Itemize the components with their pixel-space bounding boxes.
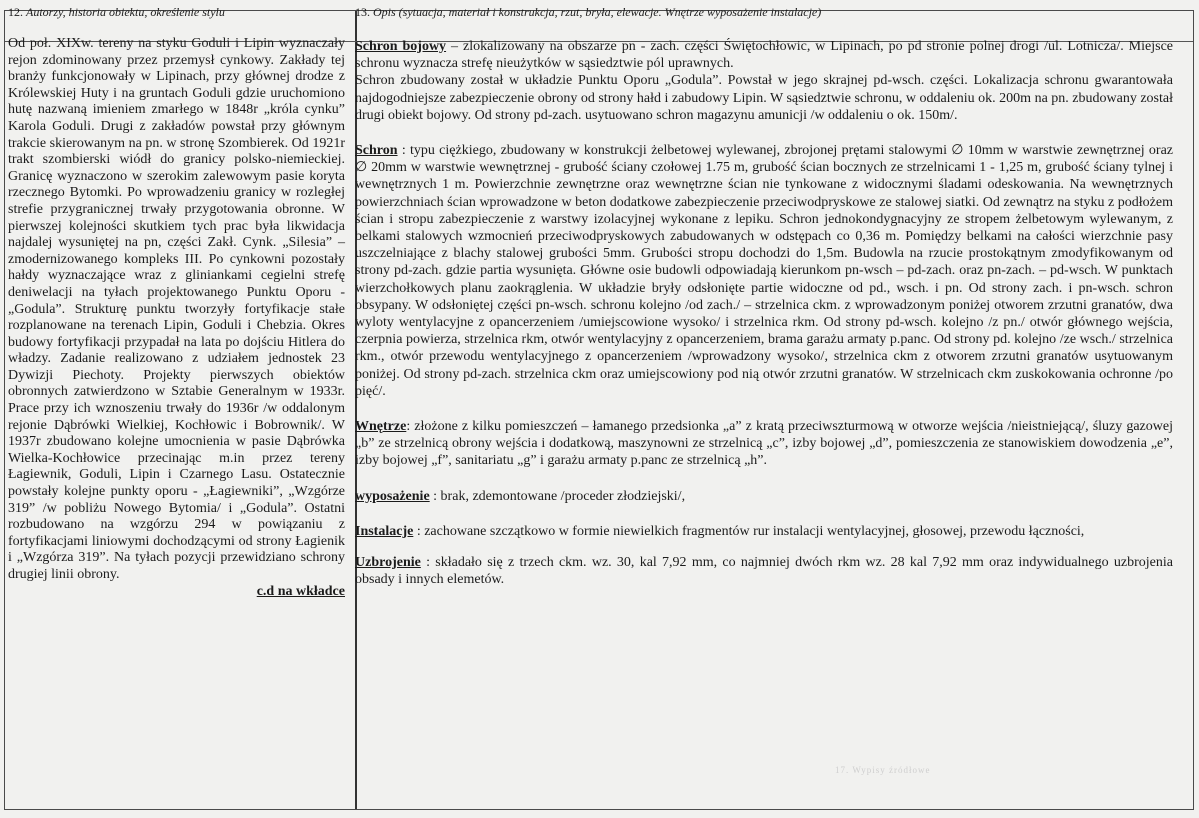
equipment-text: : brak, zdemontowane /proceder złodziejski/, [429,488,686,504]
armament-text: : składało się z trzech ckm. wz. 30, kal 7,92 mm, co najmniej dwóch rkm wz. 28 kal 7,92 mm oraz indywidualnego uzbrojenia obsady i innych elemetów. [355,555,1173,588]
equipment-label: wyposażenie [355,488,430,504]
section-13-number: 13. [355,5,370,19]
construction-label: Schron [355,143,398,159]
equipment-paragraph [355,488,1173,505]
installations-label: Instalacje [355,523,414,539]
installations-text: : zachowane szczątkowo w formie niewielkich fragmentów rur instalacji wentylacyjnej, głosowej, przewodu łączności, [413,523,1085,539]
section-13-header [355,5,821,20]
interior-text: : złożone z kilku pomieszczeń – łamanego przedsionka „a” z kratą przeciwszturmową w otworze wejścia /nieistniejącą/, śluzy gazowej „b” ze strzelnicą obrony wejścia i dodatkową, maszynowni ze strzelnicą „c”, izby bojowej „d”, pomieszczenia ze stanowiskiem dowodzenia „e”, izby bojowej „f”, sanitariatu „g” i garażu armaty p.panc ze strzelnicą „h”. [355,419,1173,469]
section-13-title: Opis (sytuacja, materiał i konstrukcja, rzut, bryła, elewacje. Wnętrze wyposażenie instalacje) [373,5,822,19]
section-12-title: Autorzy, historia obiektu, określenie stylu [26,5,225,19]
construction-text: : typu ciężkiego, zbudowany w konstrukcji żelbetowej wylewanej, zbrojonej prętami stalowymi ∅ 10mm w warstwie zewnętrznej oraz ∅ 20mm w warstwie wewnętrznej - grubość ściany czołowej 1.75 m, grubość ścian bocznych ze strzelnicami 1 - 1,25 m, grubość ściany tylnej i wewnętrznych 1 m. Powierzchnie zewnętrzne oraz wewnętrzne ścian nie tynkowane z widocznymi śladami odeskowania. Na wewnętrznych powierzchniach ścian wprowadzone w beton dodatkowe zabezpieczenie przeciwodpryskowe ze stalowej siatki. Od zewnątrz na styku z podłożem ścian i stropu zabezpieczenie z warstwy izolacyjnej wykonane z lepiku. Schron jednokondygnacyjny ze stropem żelbetowym wylewanym, z belkami stalowych wzmocnień przeciwodpryskowych zabudowanych w odstępach co 0,36 m. Pomiędzy belkami na całości wierzchnie pasy uszczelniające z blachy stalowej grubości 5mm. Grubości stropu dochodzi do 1,5m. Budowla na rzucie prostokątnym zmodyfikowanym od strony pd-zach. gdzie partia wysunięta. Główne osie budowli odpowiadają kierunkom pn-wsch – pd-zach. oraz pn-zach. – pd-wsch. W punktach wierzchołkowych planu zaokrąglenia. W układzie bryły odsłonięte partie widoczne od pd., wsch. i pn. Od strony zach. i pn-wsch. schron obsypany. W odsłoniętej części pn-wsch. schronu kolejno /od zach./ – strzelnica ckm. z wprowadzonym poniżej otworem zrzutni granatów, dwa wyloty wentylacyjne z opancerzeniem /umiejscowione wysoko/ i strzelnica rkm. Od strony pd-wsch. kolejno /z pn./ otwór głównego wejścia, czerpnia powierza, strzelnica rkm, otwór wentylacyjny z opancerzeniem, brama garażu armaty p.panc. Od strony pd. kolejno /ze wsch./ strzelnica rkm., otwór przewodu wentylacyjnego z opancerzeniem /wprowadzony wysoko/, strzelnica ckm z otworem zrzutni granatów usytuowanym poniżej. Od strony pd-zach. strzelnica ckm oraz umiejscowiony pod nią otwór zrzutni granatów. W strzelnicach ckm zuskokowania ochronne /po pięć/. [355,143,1173,399]
bunker-location-paragraph [355,38,1173,72]
section-12-number: 12. [8,5,23,19]
armament-label: Uzbrojenie [355,555,421,571]
interior-paragraph [355,418,1173,470]
bunker-location-text: – zlokalizowany na obszarze pn - zach. części Świętochłowic, w Lipinach, po pd stronie polnej drogi /ul. Lotnicza/. Miejsce schronu wyznacza strefę nieużytków w sąsiedztwie pól uprawnych. [355,39,1173,72]
section-12-header [8,5,225,20]
installations-paragraph [355,523,1173,540]
continued-note: c.d na wkładce [256,583,345,599]
history-text: Od poł. XIXw. tereny na styku Goduli i Lipin wyznaczały rejon zdominowany przez przemysł cynkowy. Zakłady tej branży funkcjonowały w Lipinach, przy głównej drodze z Królewskiej Huty i na gruntach Goduli gdzie uruchomiono hutę nazwaną imieniem zmarłego w 1848r „króla cynku” Karola Goduli. Drugi z zakładów powstał przy głównym trakcie skierowanym na pn. w stronę Szombierek. Od 1921r trakt szombierski wiódł do granicy polsko-niemieckiej. Granicę wyznaczono w szerokim zalewowym pasie koryta rzecznego Bytomki. Po wprowadzeniu granicy w rozległej strefie przygranicznej trwały przygotowania obronne. W pierwszej kolejności skutkiem tych prac była likwidacja najdalej wysuniętej na pn, części Zakł. Cynk. „Silesia” – zmodernizowanego kompleks III. Po cynkowni pozostały hałdy wyznaczające wraz z gliniankami cegielni strefę deniwelacji na tyłach projektowanego Punktu Oporu - „Godula”. Strukturę punktu tworzyły fortyfikacje stałe rozplanowane na terenach Lipin, Goduli i Chebzia. Okres budowy fortyfikacji przypadał na lata po dojściu Hitlera do władzy. Zadanie realizowano z udziałem jednostek 23 Dywizji Piechoty. Projekty pierwszych obiektów obronnych zatwierdzono w Sztabie Generalnym w 1933r. Prace przy ich wznoszeniu trwały do 1936r /w oddalonym rejonie Dąbrówki Wielkiej, Kochłowic i Bobrownik/. W 1937r zbudowano kolejne umocnienia w pasie Dąbrówka Wielka-Kochłowice przecinając m.in przez tereny Łagiewnik, Goduli, Lipin i Czarnego Lasu. Ostatecznie powstały kolejne punkty oporu - „Łagiewniki”, „Wzgórze 319” /w pobliżu Nowego Bytomia/ i „Godula”. Ostatni rozbudowano na wzgórzu 294 w powiązaniu z fortyfikacjami liniowymi dochodzącymi od strony Łagienik i „Wzgórza 319”. Na tyłach pozycji przewidziano schrony drugiej linii obrony. [8,36,345,582]
history-column [8,36,345,600]
construction-paragraph [355,142,1173,400]
bunker-location-label: Schron bojowy [355,39,447,54]
bleed-through-text: 17. Wypisy źródłowe [835,765,931,775]
interior-label: Wnętrze [355,419,407,435]
armament-paragraph [355,554,1173,588]
description-column [355,38,1173,588]
bunker-context-paragraph: Schron zbudowany został w układzie Punktu Oporu „Godula”. Powstał w jego skrajnej pd-wsch. części. Lokalizacja schronu gwarantowała najdogodniejsze zabezpieczenie obrony od strony hałd i zabudowy Lipin. W sąsiedztwie schronu, w oddaleniu ok. 200m na pn. zbudowany został drugi obiekt bojowy. Od strony pd-zach. usytuowano schron magazynu amunicji /w oddaleniu o ok. 150m/. [355,73,1173,123]
